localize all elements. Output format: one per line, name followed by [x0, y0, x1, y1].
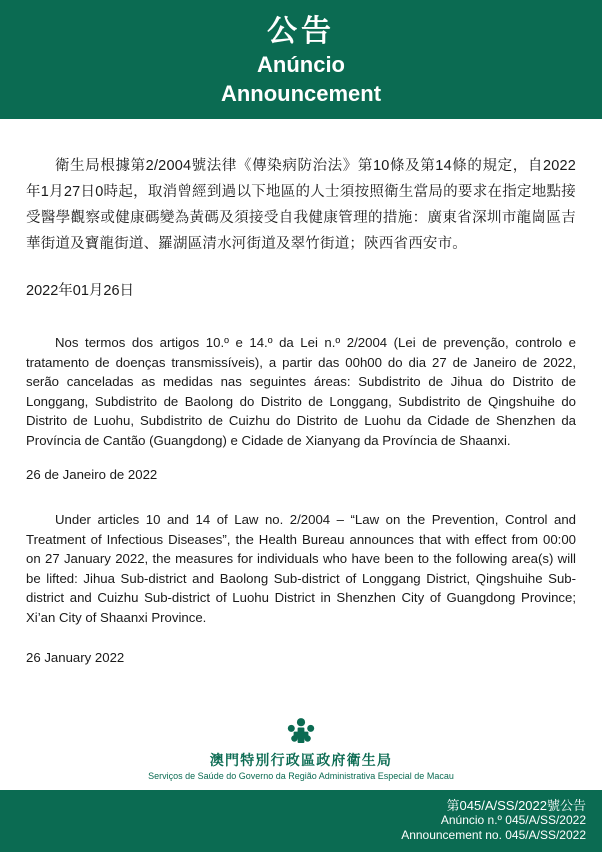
announcement-body [0, 153, 602, 667]
page-footer [0, 717, 602, 852]
date-portuguese: 26 de Janeiro de 2022 [26, 467, 158, 482]
reference-chinese: 第045/A/SS/2022號公告 [446, 798, 586, 813]
reference-english: Announcement no. 045/A/SS/2022 [401, 828, 586, 842]
paragraph-portuguese: Nos termos dos artigos 10.º e 14.º da Lei n.º 2/2004 (Lei de prevenção, controlo e tratamento de doenças transmissíveis), a partir das 00h00 do dia 27 de Janeiro de 2022, serão canceladas as medidas nas seguintes áreas: Subdistrito de Jihua do Distrito de Longgang, Subdistrito de Baolong do Distrito de Longgang, Subdistrito de Qingshuihe do Distrito de Luohu, Subdistrito de Cuizhu do Distrito de Luohu da Cidade de Shenzhen da Província de Cantão (Guangdong) e Cidade de Xianyang da Província de Shaanxi. [26, 335, 576, 448]
header-title-chinese: 公告 [267, 15, 335, 48]
footer-org-area [0, 717, 602, 790]
paragraph-english: Under articles 10 and 14 of Law no. 2/2004 – “Law on the Prevention, Control and Treatment of Infectious Diseases”, the Health Bureau announces that with effect from 00:00 on 27 January 2022, the measures for individuals who have been to the following area(s) will be lifted: Jihua Sub-district and Baolong Sub-district of Longgang District, Qingshuihe Sub-district and Cuizhu Sub-district of Luohu District in Shenzhen City of Guangdong Province; Xi’an City of Shaanxi Province. [26, 512, 576, 625]
header-title-english: Announcement [220, 81, 382, 106]
footer-reference-bar [0, 790, 602, 852]
date-chinese: 2022年01月26日 [26, 283, 135, 299]
page-header [0, 0, 602, 119]
footer-org-chinese: 澳門特別行政區政府衛生局 [209, 752, 393, 768]
header-title-portuguese: Anúncio [257, 52, 345, 77]
reference-portuguese: Anúncio n.º 045/A/SS/2022 [440, 813, 586, 827]
date-english: 26 January 2022 [26, 650, 125, 665]
health-bureau-logo-icon [284, 717, 318, 747]
footer-org-portuguese: Serviços de Saúde do Governo da Região Administrativa Especial de Macau [148, 771, 454, 781]
paragraph-chinese: 衛生局根據第2/2004號法律《傳染病防治法》第10條及第14條的規定，自2022年1月27日0時起，取消曾經到過以下地區的人士須按照衛生當局的要求在指定地點接受醫學觀察或健康碼變為黃碼及須接受自我健康管理的措施：廣東省深圳市龍崗區吉華街道及寶龍街道、羅湖區清水河街道及翠竹街道；陝西省西安市。 [26, 158, 576, 252]
